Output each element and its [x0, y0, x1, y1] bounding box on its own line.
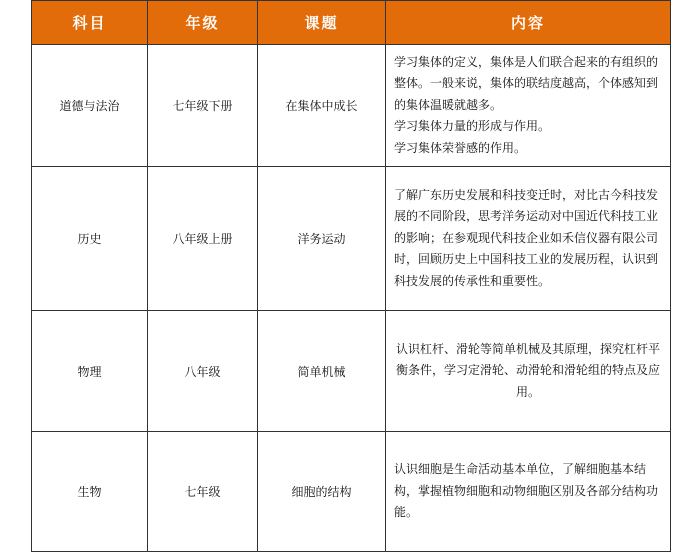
cell-topic: 在集体中成长 [258, 45, 386, 167]
content-line: 构，掌握植物细胞和动物细胞区别及各部分结构功 [394, 483, 659, 498]
content-line: 整体。一般来说，集体的联结度越高，个体感知到 [394, 76, 659, 91]
table-row [32, 167, 671, 311]
content-line: 时，回顾历史上中国科技工业的发展历程，认识到 [394, 252, 659, 267]
content-line: 了解广东历史发展和科技变迁时，对比古今科技发 [394, 187, 659, 202]
cell-topic: 细胞的结构 [258, 432, 386, 552]
cell-topic: 简单机械 [258, 311, 386, 432]
content-line: 的集体温暖就越多。 [394, 97, 503, 112]
content-line: 认识杠杆、滑轮等简单机械及其原理，探究杠杆平 [395, 341, 660, 356]
cell-subject: 历史 [32, 167, 148, 311]
table-row [32, 45, 671, 167]
cell-subject: 道德与法治 [32, 45, 148, 167]
cell-content [386, 45, 671, 167]
header-row [32, 1, 671, 45]
content-line: 学习集体力量的形成与作用。 [394, 119, 551, 134]
cell-content [386, 432, 671, 552]
header-grade: 年级 [148, 1, 258, 45]
content-line: 学习集体荣誉感的作用。 [394, 140, 527, 155]
content-line: 科技发展的传承性和重要性。 [394, 273, 551, 288]
content-line: 学习集体的定义，集体是人们联合起来的有组织的 [394, 54, 659, 69]
content-line: 展的不同阶段，思考洋务运动对中国近代科技工业 [394, 209, 659, 224]
content-line: 的影响；在参观现代科技企业如禾信仪器有限公司 [394, 230, 659, 245]
cell-grade: 七年级 [148, 432, 258, 552]
cell-grade: 八年级上册 [148, 167, 258, 311]
table-header [32, 1, 671, 45]
content-line: 认识细胞是生命活动基本单位，了解细胞基本结 [394, 462, 647, 477]
cell-grade: 八年级 [148, 311, 258, 432]
cell-content [386, 311, 671, 432]
content-line: 衡条件，学习定滑轮、动滑轮和滑轮组的特点及应 [395, 363, 660, 378]
cell-topic: 洋务运动 [258, 167, 386, 311]
header-content: 内容 [386, 1, 671, 45]
content-line: 能。 [394, 505, 419, 520]
cell-grade: 七年级下册 [148, 45, 258, 167]
curriculum-table [31, 0, 671, 552]
cell-content [386, 167, 671, 311]
table-row [32, 432, 671, 552]
header-topic: 课题 [258, 1, 386, 45]
cell-subject: 生物 [32, 432, 148, 552]
content-line: 用。 [515, 384, 540, 399]
cell-subject: 物理 [32, 311, 148, 432]
header-subject: 科目 [32, 1, 148, 45]
table-row [32, 311, 671, 432]
